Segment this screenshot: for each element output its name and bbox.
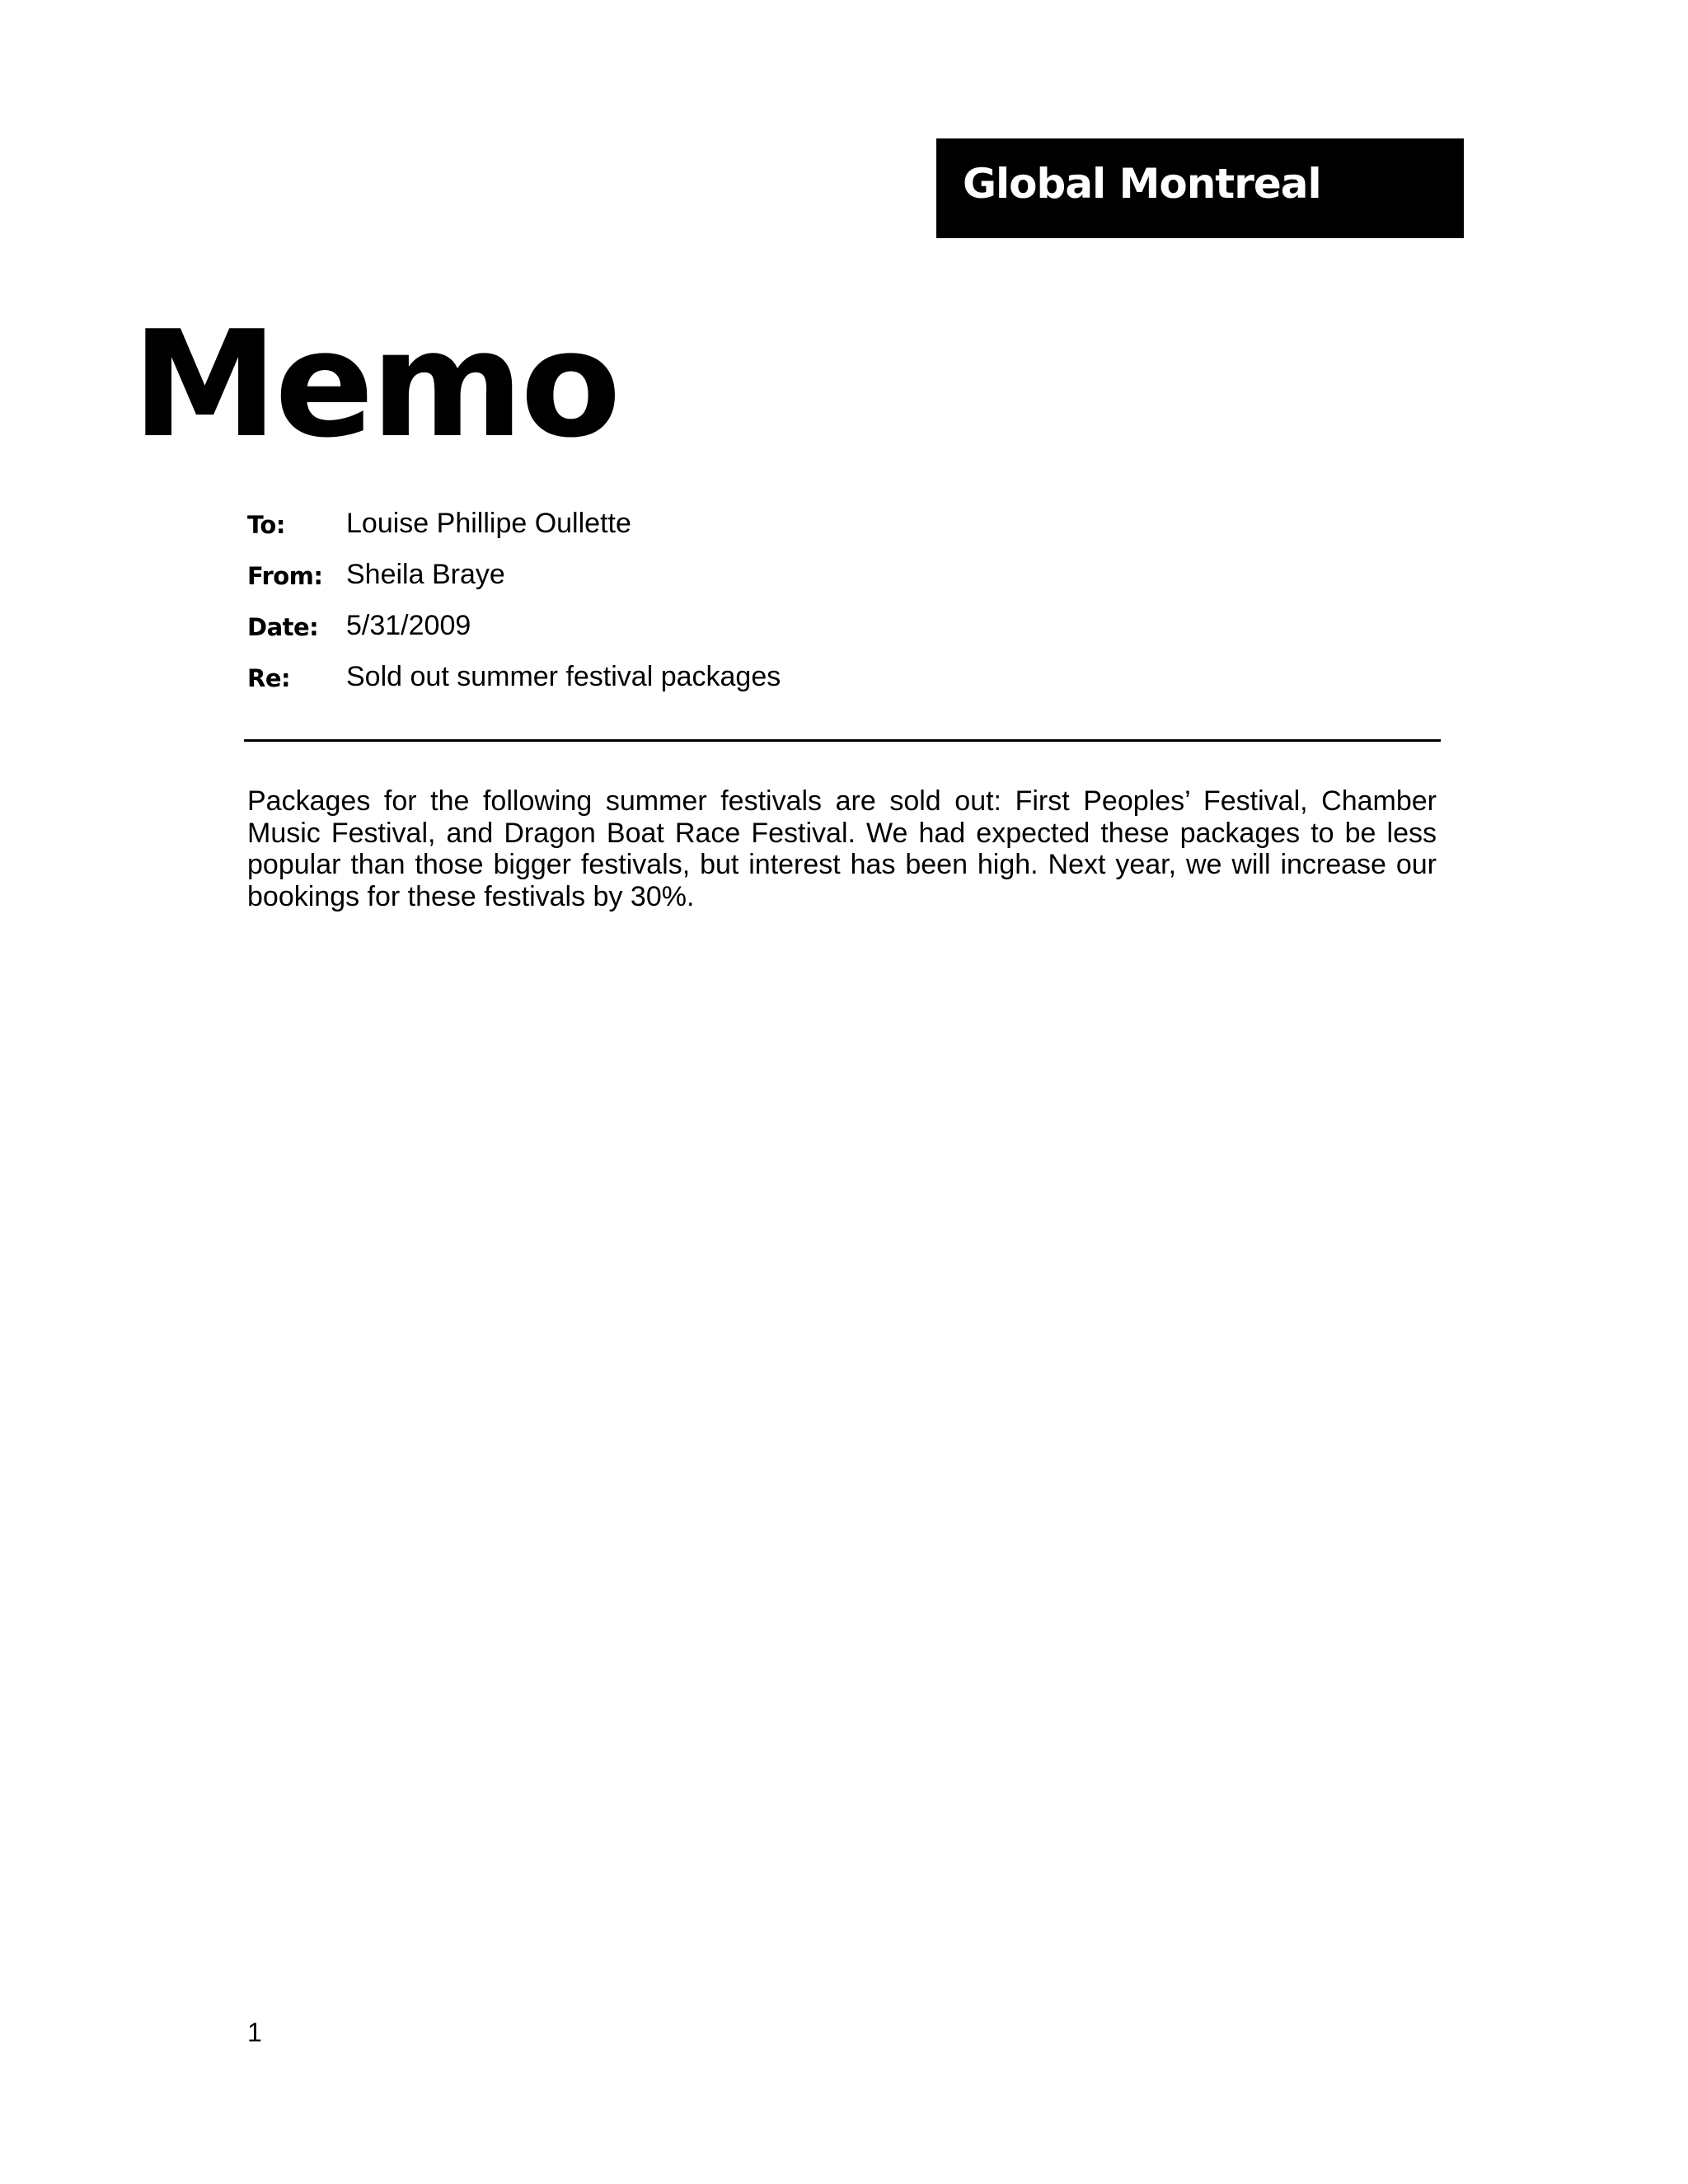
to-field-row (247, 508, 1442, 559)
subject-value: Sold out summer festival packages (346, 661, 781, 692)
date-field-row (247, 610, 1442, 661)
memo-title: Memo (132, 299, 618, 470)
from-field-row (247, 559, 1442, 610)
company-banner (936, 138, 1464, 238)
header-divider (244, 739, 1441, 742)
memo-header-fields (247, 508, 1442, 712)
date-value: 5/31/2009 (346, 610, 471, 641)
to-label: To: (247, 511, 285, 539)
page-number: 1 (247, 2018, 262, 2047)
company-name: Global Montreal (963, 159, 1321, 208)
from-value: Sheila Braye (346, 559, 505, 590)
subject-field-row (247, 661, 1442, 712)
subject-label: Re: (247, 664, 291, 692)
from-label: From: (247, 562, 323, 590)
date-label: Date: (247, 613, 319, 641)
memo-body: Packages for the following summer festivals are sold out: First Peoples’ Festival, Chamber Music Festival, and Dragon Boat Race Festival. We had expected these packages to be less popular than those bigger festivals, but interest has been high. Next year, we will increase our bookings for these festivals by 30%. (247, 785, 1437, 912)
to-value: Louise Phillipe Oullette (346, 508, 631, 539)
